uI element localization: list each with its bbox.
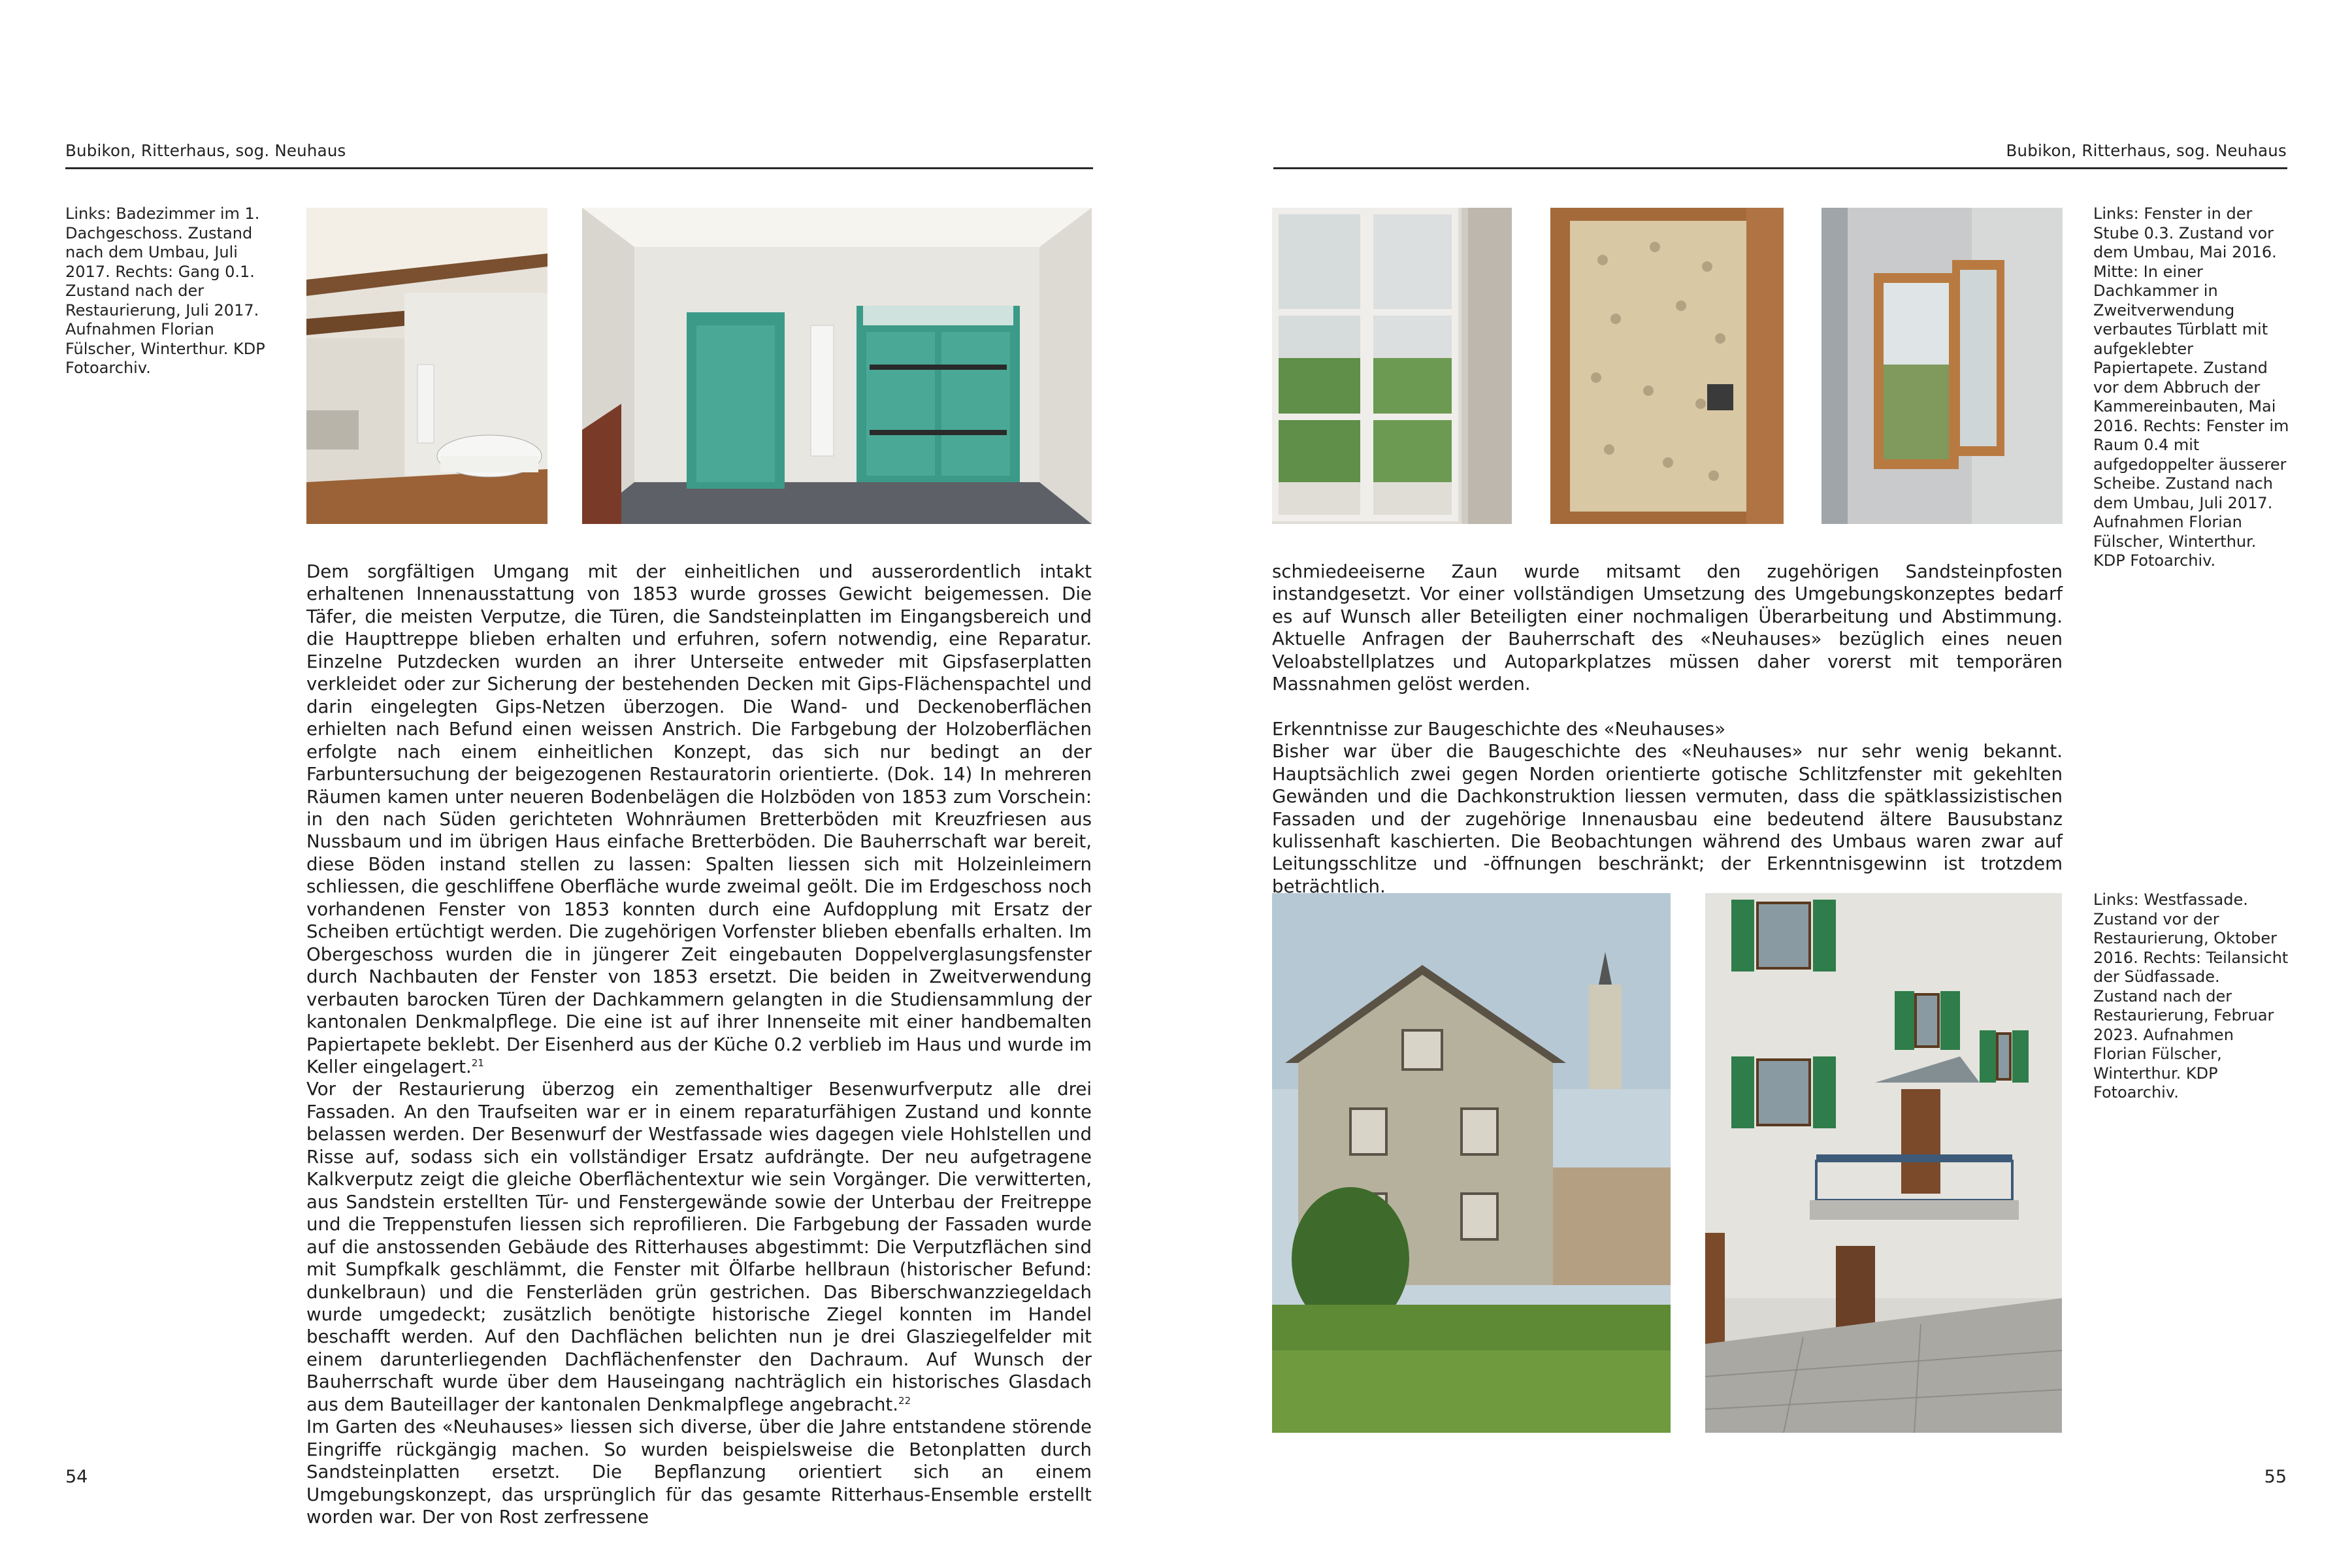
photo-west-facade	[1272, 893, 1671, 1433]
photo-south-facade	[1705, 893, 2062, 1433]
section-heading: Erkenntnisse zur Baugeschichte des «Neuhauses»	[1272, 717, 1726, 740]
left-body-text	[306, 561, 1092, 1528]
running-header-right: Bubikon, Ritterhaus, sog. Neuhaus	[2006, 141, 2287, 160]
photo-window-stube	[1272, 208, 1512, 524]
left-paragraph-1: Dem sorgfältigen Umgang mit der einheitlichen und ausserordentlich intakt erhaltenen Innenausstattung von 1853 wurde grosses Gewicht beigemessen. Die Täfer, die meisten Verputze, die Türen, die Sandsteinplatten im Eingangsbereich und die Haupttreppe blieben erhalten und erfuhren, sofern notwendig, eine Reparatur. Einzelne Putzdecken wurden an ihrer Unterseite entweder mit Gipsfaserplatten verkleidet oder zur Sicherung der bestehenden Decken mit Gips-Flächenspachtel und darin eingelegten Gips-Netzen überzogen. Die Wand- und Deckenoberflächen erhielten nach Befund einen weissen Anstrich. Die Farbgebung der Holzoberflächen erfolgte nach einem einheitlichen Konzept, das sich nur bedingt an der Farbuntersuchung der beigezogenen Restauratorin orientierte. (Dok. 14) In mehreren Räumen kamen unter neueren Bodenbelägen die Holzböden von 1853 zum Vorschein: in den nach Süden gerichteten Wohnräumen Bretterböden mit Kreuzfriesen aus Nussbaum und im übrigen Haus einfache Bretterböden. Die Bauherrschaft war bereit, diese Böden instand stellen zu lassen: Spalten liessen sich mit Holzeinleimern schliessen, die geschliffene Oberfläche wurde zweimal geölt. Die im Erdgeschoss noch vorhandenen Fenster von 1853 konnten durch eine Aufdopplung mit Ersatz der Scheiben ertüchtigt werden. Die zugehörigen Vorfenster blieben ebenfalls erhalten. Im Obergeschoss wurden die in jüngerer Zeit eingebauten Doppelverglasungsfenster durch Nachbauten der Fenster von 1853 ersetzt. Die beiden in Zweitverwendung verbauten barocken Türen der Dachkammern gelangten in die Studiensammlung der kantonalen Denkmalpflege. Die eine ist auf ihrer Innenseite mit einer handbemalten Papiertapete beklebt. Der Eisenherd aus der Küche 0.2 verblieb im Haus und wurde im Keller eingelagert.$^{21}$	[306, 561, 1092, 1077]
footnote-ref-22: 22	[898, 1394, 911, 1407]
running-header-left: Bubikon, Ritterhaus, sog. Neuhaus	[65, 141, 346, 160]
photo-painted-door	[1550, 208, 1784, 524]
page-number-left: 54	[65, 1467, 88, 1487]
header-rule-left	[65, 167, 1093, 169]
footnote-ref-21: 21	[471, 1056, 484, 1069]
caption-top-left: Links: Badezimmer im 1. Dachgeschoss. Zustand nach dem Umbau, Juli 2017. Rechts: Gang 0.1. Zustand nach der Restaurierung, Juli 2017. Aufnahmen Florian Fülscher, Winterthur. KDP Fotoarchiv.	[65, 204, 265, 377]
page-number-right: 55	[2264, 1467, 2287, 1487]
left-paragraph-3: Im Garten des «Neuhauses» liessen sich diverse, über die Jahre entstandene störende Eingriffe rückgängig machen. So wurden beispielsweise die Betonplatten durch Sandsteinplatten ersetzt. Die Bepflanzung orientiert sich an einem Umgebungskonzept, das ursprünglich für das gesamte Ritterhaus-Ensemble erstellt worden war. Der von Rost zerfressene	[306, 1416, 1092, 1528]
left-paragraph-2: Vor der Restaurierung überzog ein zementhaltiger Besenwurfverputz alle drei Fassaden. An den Traufseiten war er in einem reparaturfähigen Zustand und konnte belassen werden. Der Besenwurf der Westfassade wies dagegen viele Hohlstellen und Risse auf, sodass sich ein vollständiger Ersatz aufdrängte. Der neu aufgetragene Kalkverputz zeigt die gleiche Oberflächentextur wie sein Vorgänger. Die verwitterten, aus Sandstein erstellten Tür- und Fenstergewände sowie der Unterbau der Freitreppe und die Treppenstufen liessen sich reprofilieren. Die Farbgebung der Fassaden wurde auf die anstossenden Gebäude des Ritterhauses abgestimmt: Die Verputzflächen sind mit Sumpfkalk geschlämmt, die Fenster mit Ölfarbe hellbraun (historischer Befund: dunkelbraun) und die Fensterläden grün gestrichen. Das Biberschwanzziegeldach wurde umgedeckt; zusätzlich benötigte historische Ziegel konnten im Handel beschafft werden. Auf den Dachflächen belichten nun je drei Glasziegelfelder mit einem darunterliegenden Dachflächenfenster den Dachraum. Auf Wunsch der Bauherrschaft wurde über dem Hauseingang nachträglich ein historisches Glasdach aus dem Bauteillager der kantonalen Denkmalpflege angebracht.$^{22}$	[306, 1078, 1092, 1415]
photo-window-raum	[1821, 208, 2063, 524]
photo-corridor	[582, 208, 1092, 524]
caption-bottom-right: Links: Westfassade. Zustand vor der Restaurierung, Oktober 2016. Rechts: Teilansicht der Südfassade. Zustand nach der Restaurierung, Februar 2023. Aufnahmen Florian Fülscher, Winterthur. KDP Fotoarchiv.	[2093, 890, 2289, 1102]
right-paragraph-2: Bisher war über die Baugeschichte des «Neuhauses» nur sehr wenig bekannt. Hauptsächlich zwei gegen Norden orientierte gotische Schlitzfenster mit gekehlten Gewänden und die Dachkonstruktion liessen vermuten, dass die spätklassizistischen Fassaden und der zugehörige Innenausbau eine bedeutend ältere Bausubstanz kulissenhaft kaschierten. Die Beobachtungen während des Umbaus waren zwar auf Leitungsschlitze und -öffnungen beschränkt; der Erkenntnisgewinn ist trotzdem beträchtlich.	[1272, 740, 2063, 897]
right-paragraph-1: schmiedeeiserne Zaun wurde mitsamt den zugehörigen Sandsteinpfosten instandgesetzt. Vor einer vollständigen Umsetzung des Umgebungskonzeptes bedarf es auf Wunsch aller Beteiligten einer nochmaligen Überarbeitung und Abstimmung. Aktuelle Anfragen der Bauherrschaft des «Neuhauses» bezüglich eines neuen Veloabstellplatzes und Autoparkplatzes müssen daher vorerst mit temporären Massnahmen gelöst werden.	[1272, 561, 2063, 695]
photo-bathroom	[306, 208, 547, 524]
header-rule-right	[1273, 167, 2287, 169]
caption-top-right: Links: Fenster in der Stube 0.3. Zustand vor dem Umbau, Mai 2016. Mitte: In einer Dachkammer in Zweitverwendung verbautes Türblatt mit aufgeklebter Papiertapete. Zustand vor dem Abbruch der Kammereinbauten, Mai 2016. Rechts: Fenster im Raum 0.4 mit aufgedoppelter äusserer Scheibe. Zustand nach dem Umbau, Juli 2017. Aufnahmen Florian Fülscher, Winterthur. KDP Fotoarchiv.	[2093, 204, 2289, 570]
right-body-text	[1272, 561, 2063, 898]
